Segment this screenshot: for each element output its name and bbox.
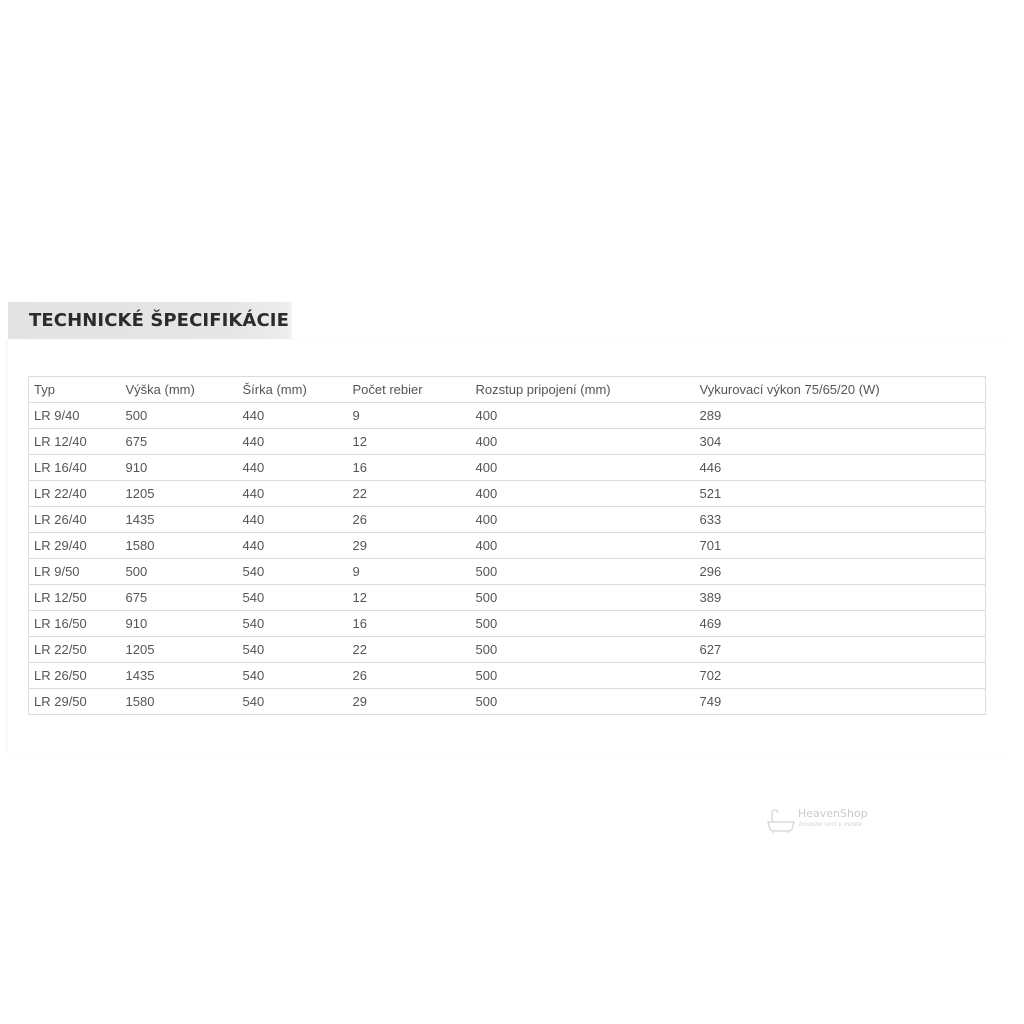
cell-rib-count: 29 (348, 533, 471, 559)
table-row (29, 559, 986, 585)
cell-width: 540 (242, 694, 265, 709)
cell-connection-spacing: 500 (471, 663, 695, 689)
cell-rib-count: 12 (348, 429, 471, 455)
cell-height: 1435 (121, 507, 238, 533)
cell-connection-spacing: 400 (471, 403, 695, 429)
cell-rib-count: 9 (348, 403, 471, 429)
cell-width: 440 (238, 455, 348, 481)
cell-connection-spacing: 400 (471, 455, 695, 481)
specifications-table (28, 376, 986, 715)
cell-connection-spacing: 400 (471, 507, 695, 533)
table-row (29, 689, 986, 715)
cell-height: 1205 (121, 481, 238, 507)
table-row (29, 481, 986, 507)
cell-connection-spacing: 500 (471, 559, 695, 585)
cell-height: 1580 (125, 694, 155, 709)
cell-rib-count: 9 (348, 559, 471, 585)
cell-heat-output: 469 (695, 611, 986, 637)
cell-height: 500 (121, 559, 238, 585)
table-row (29, 533, 986, 559)
column-header-height: Výška (mm) (121, 377, 238, 403)
cell-height: 675 (121, 585, 238, 611)
watermark-logo (766, 805, 876, 835)
table-row (29, 663, 986, 689)
cell-heat-output: 627 (695, 637, 986, 663)
cell-type: LR 29/50 (34, 694, 87, 709)
cell-connection-spacing: 400 (471, 533, 695, 559)
cell-heat-output: 446 (695, 455, 986, 481)
column-header-rib-count: Počet rebier (348, 377, 471, 403)
table-row (29, 585, 986, 611)
cell-heat-output: 633 (695, 507, 986, 533)
cell-height: 910 (121, 611, 238, 637)
cell-connection-spacing: 400 (471, 481, 695, 507)
cell-width: 440 (238, 481, 348, 507)
cell-connection-spacing: 400 (471, 429, 695, 455)
cell-rib-count: 16 (348, 455, 471, 481)
cell-connection-spacing: 500 (471, 637, 695, 663)
cell-rib-count: 22 (348, 637, 471, 663)
cell-heat-output: 701 (695, 533, 986, 559)
cell-width: 540 (238, 559, 348, 585)
watermark-tagline: luxusné veci v meste (799, 821, 863, 828)
cell-width: 540 (238, 585, 348, 611)
cell-height: 910 (121, 455, 238, 481)
cell-rib-count: 26 (348, 507, 471, 533)
cell-heat-output: 289 (695, 403, 986, 429)
column-header-heat-output: Vykurovací výkon 75/65/20 (W) (695, 377, 986, 403)
column-header-type: Typ (29, 377, 121, 403)
section-heading (8, 302, 292, 339)
cell-width: 440 (238, 403, 348, 429)
cell-type: LR 26/50 (29, 663, 121, 689)
table-row (29, 403, 986, 429)
cell-type: LR 22/50 (29, 637, 121, 663)
cell-width: 540 (238, 611, 348, 637)
cell-rib-count: 16 (348, 611, 471, 637)
cell-connection-spacing: 500 (475, 694, 498, 709)
cell-heat-output: 296 (695, 559, 986, 585)
table-row (29, 455, 986, 481)
cell-heat-output: 702 (695, 663, 986, 689)
table-body (29, 403, 986, 715)
cell-height: 1580 (121, 533, 238, 559)
section-title: TECHNICKÉ ŠPECIFIKÁCIE (29, 310, 289, 331)
cell-type: LR 22/40 (29, 481, 121, 507)
cell-type: LR 29/40 (29, 533, 121, 559)
cell-heat-output: 521 (695, 481, 986, 507)
cell-connection-spacing: 500 (471, 585, 695, 611)
bathtub-icon (766, 807, 800, 833)
cell-heat-output: 749 (699, 694, 722, 709)
table-row (29, 611, 986, 637)
cell-type: LR 9/50 (29, 559, 121, 585)
cell-type: LR 16/50 (29, 611, 121, 637)
cell-rib-count: 22 (348, 481, 471, 507)
cell-height: 500 (121, 403, 238, 429)
cell-width: 440 (238, 533, 348, 559)
cell-type: LR 16/40 (29, 455, 121, 481)
cell-height: 1205 (121, 637, 238, 663)
table-row (29, 637, 986, 663)
cell-connection-spacing: 500 (471, 611, 695, 637)
cell-type: LR 12/40 (29, 429, 121, 455)
cell-rib-count: 29 (352, 694, 367, 709)
cell-width: 440 (238, 507, 348, 533)
column-header-connection-spacing: Rozstup pripojení (mm) (471, 377, 695, 403)
table-row (29, 429, 986, 455)
column-header-width: Šírka (mm) (238, 377, 348, 403)
cell-height: 675 (121, 429, 238, 455)
cell-width: 540 (238, 637, 348, 663)
cell-width: 540 (238, 663, 348, 689)
cell-type: LR 26/40 (29, 507, 121, 533)
cell-width: 440 (238, 429, 348, 455)
cell-heat-output: 304 (695, 429, 986, 455)
cell-height: 1435 (121, 663, 238, 689)
table-row (29, 507, 986, 533)
cell-heat-output: 389 (695, 585, 986, 611)
watermark-brand: HeavenShop (798, 807, 868, 820)
cell-rib-count: 26 (348, 663, 471, 689)
cell-rib-count: 12 (348, 585, 471, 611)
cell-type: LR 12/50 (29, 585, 121, 611)
table-header-row (29, 377, 986, 403)
cell-type: LR 9/40 (29, 403, 121, 429)
